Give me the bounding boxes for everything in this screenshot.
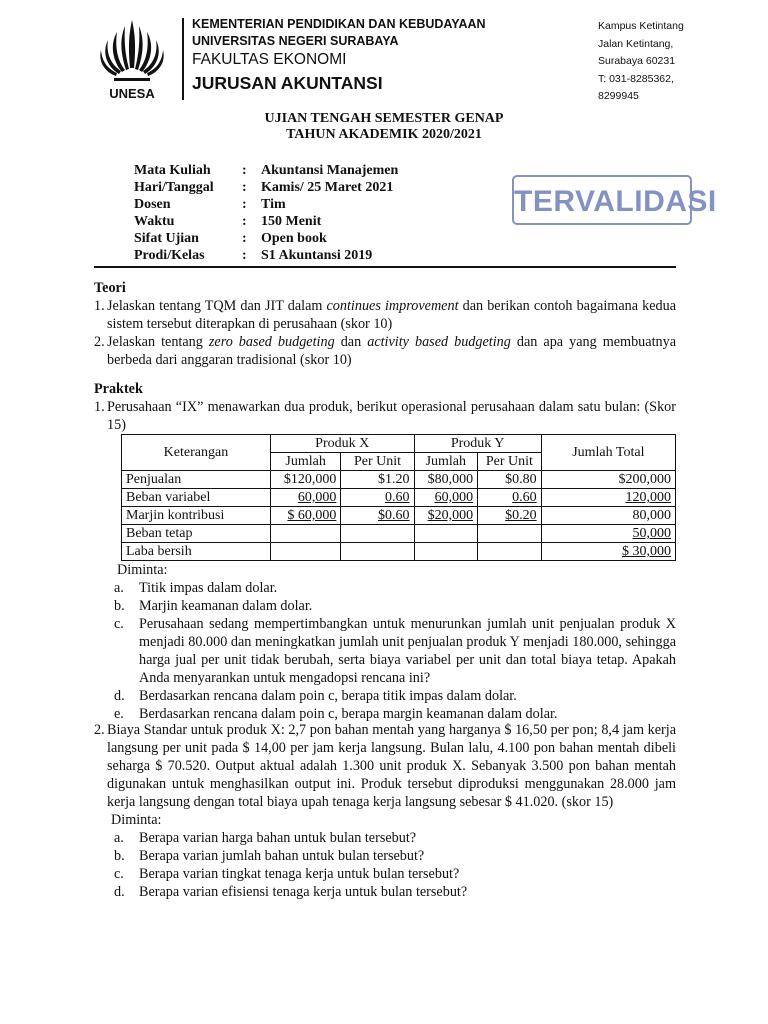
info-label: Dosen bbox=[134, 197, 171, 212]
exam-info bbox=[134, 162, 398, 264]
table-cell bbox=[341, 525, 414, 543]
info-value: Akuntansi Manajemen bbox=[261, 163, 399, 178]
row-label: Beban variabel bbox=[122, 489, 271, 507]
info-row: Sifat Ujian : Open book bbox=[134, 231, 327, 246]
question-number: 2. bbox=[94, 722, 105, 738]
table-cell bbox=[341, 543, 414, 561]
info-label: Prodi/Kelas bbox=[134, 248, 205, 263]
question-item bbox=[94, 333, 676, 369]
unesa-logo bbox=[92, 16, 172, 104]
sub-question bbox=[114, 687, 676, 705]
campus-line: Kampus Ketintang bbox=[598, 20, 684, 32]
table-cell bbox=[478, 543, 542, 561]
info-row: Waktu : 150 Menit bbox=[134, 214, 322, 229]
question-item bbox=[94, 297, 676, 333]
exam-title-line: UJIAN TENGAH SEMESTER GENAP bbox=[264, 111, 504, 126]
table-row bbox=[122, 471, 676, 489]
info-value: Kamis/ 25 Maret 2021 bbox=[261, 180, 394, 195]
sub-marker: a. bbox=[114, 580, 124, 596]
campus-line: Jalan Ketintang, bbox=[598, 37, 674, 50]
table-cell: 80,000 bbox=[541, 507, 675, 525]
info-label: Sifat Ujian bbox=[134, 231, 199, 246]
ministry-name: KEMENTERIAN PENDIDIKAN DAN KEBUDAYAAN bbox=[192, 17, 486, 31]
table-cell: 0.60 bbox=[341, 489, 414, 507]
header-cell: Per Unit bbox=[478, 453, 542, 471]
sub-marker: b. bbox=[114, 848, 125, 864]
sub-text: Marjin keamanan dalam dolar. bbox=[139, 598, 313, 614]
sub-marker: e. bbox=[114, 706, 124, 722]
sub-question bbox=[114, 847, 676, 865]
logo-text: UNESA bbox=[109, 86, 155, 101]
info-row: Mata Kuliah : Akuntansi Manajemen bbox=[134, 163, 399, 178]
table-cell: 120,000 bbox=[541, 489, 675, 507]
sub-marker: d. bbox=[114, 688, 125, 704]
info-value: Open book bbox=[261, 231, 327, 246]
info-value: 150 Menit bbox=[261, 214, 322, 229]
row-label: Laba bersih bbox=[122, 543, 271, 561]
question-text: Perusahaan “IX” menawarkan dua produk, berikut operasional perusahaan dalam satu bulan: (Skor 15) bbox=[107, 399, 676, 433]
sub-question bbox=[114, 865, 676, 883]
sub-text: Berapa varian tingkat tenaga kerja untuk bulan tersebut? bbox=[139, 866, 460, 882]
question-number: 1. bbox=[94, 298, 105, 314]
validation-stamp: TERVALIDASI bbox=[512, 175, 692, 225]
table-cell: 0.60 bbox=[478, 489, 542, 507]
table-cell: $ 60,000 bbox=[270, 507, 341, 525]
sub-question bbox=[114, 597, 676, 615]
table-cell: $0.80 bbox=[478, 471, 542, 489]
faculty-name: FAKULTAS EKONOMI bbox=[192, 51, 347, 68]
info-value: S1 Akuntansi 2019 bbox=[261, 248, 373, 263]
table-cell bbox=[270, 525, 341, 543]
section-heading: Teori bbox=[94, 280, 126, 296]
campus-line: 8299945 bbox=[598, 90, 639, 102]
header-cell: Per Unit bbox=[341, 453, 414, 471]
unesa-emblem-icon bbox=[92, 16, 172, 104]
diminta-label: Diminta: bbox=[111, 812, 162, 828]
table-cell bbox=[414, 525, 478, 543]
info-row: Dosen : Tim bbox=[134, 197, 286, 212]
header-cell: Keterangan bbox=[122, 435, 271, 471]
table-row bbox=[122, 489, 676, 507]
header-cell: Produk Y bbox=[414, 435, 541, 453]
table-cell: $0.60 bbox=[341, 507, 414, 525]
exam-title bbox=[0, 111, 768, 143]
table-row bbox=[122, 507, 676, 525]
info-row: Hari/Tanggal : Kamis/ 25 Maret 2021 bbox=[134, 180, 394, 195]
academic-year-line: TAHUN AKADEMIK 2020/2021 bbox=[286, 127, 482, 142]
sub-text: Berdasarkan rencana dalam poin c, berapa titik impas dalam dolar. bbox=[139, 688, 517, 704]
question-item bbox=[94, 721, 676, 811]
row-label: Penjualan bbox=[122, 471, 271, 489]
info-label: Mata Kuliah bbox=[134, 163, 211, 178]
praktek-section bbox=[94, 380, 676, 723]
campus-line: Surabaya 60231 bbox=[598, 55, 676, 67]
table-cell bbox=[270, 543, 341, 561]
header-cell: Jumlah Total bbox=[541, 435, 675, 471]
header-divider bbox=[182, 18, 184, 100]
table-row bbox=[122, 525, 676, 543]
question-item bbox=[94, 398, 676, 434]
campus-address bbox=[598, 18, 684, 106]
table-cell: $ 30,000 bbox=[541, 543, 675, 561]
table-row bbox=[122, 543, 676, 561]
row-label: Marjin kontribusi bbox=[122, 507, 271, 525]
sub-text: Titik impas dalam dolar. bbox=[139, 580, 278, 596]
info-row: Prodi/Kelas : S1 Akuntansi 2019 bbox=[134, 248, 373, 263]
section-heading: Praktek bbox=[94, 381, 143, 397]
sub-question bbox=[114, 615, 676, 687]
question-2 bbox=[94, 721, 676, 901]
table-cell: $80,000 bbox=[414, 471, 478, 489]
sub-marker: b. bbox=[114, 598, 125, 614]
header-cell: Produk X bbox=[270, 435, 414, 453]
header-cell: Jumlah bbox=[270, 453, 341, 471]
table-cell: 60,000 bbox=[270, 489, 341, 507]
table-cell: $120,000 bbox=[270, 471, 341, 489]
diminta-label: Diminta: bbox=[117, 562, 168, 578]
sub-text: Berdasarkan rencana dalam poin c, berapa margin keamanan dalam dolar. bbox=[139, 706, 558, 722]
info-label: Hari/Tanggal bbox=[134, 180, 214, 195]
sub-text: Perusahaan sedang mempertimbangkan untuk menurunkan jumlah unit penjualan produk X menjadi 80.000 dan meningkatkan jumlah unit penjualan produk Y menjadi 180.000, sehingga harga jual per unit tidak berubah, serta biaya variabel per unit dan total biaya tetap. Apakah Anda menyarankan untuk mengadopsi rencana ini? bbox=[139, 616, 676, 686]
financial-table bbox=[121, 434, 676, 561]
table-cell: 50,000 bbox=[541, 525, 675, 543]
info-value: Tim bbox=[261, 197, 286, 212]
sub-marker: c. bbox=[114, 866, 124, 882]
table-cell: $0.20 bbox=[478, 507, 542, 525]
header-rule bbox=[94, 266, 676, 268]
header-cell: Jumlah bbox=[414, 453, 478, 471]
sub-marker: d. bbox=[114, 884, 125, 900]
question-number: 2. bbox=[94, 334, 105, 350]
table-cell: $20,000 bbox=[414, 507, 478, 525]
table-cell bbox=[478, 525, 542, 543]
sub-question bbox=[114, 883, 676, 901]
table-cell: $200,000 bbox=[541, 471, 675, 489]
department-name: JURUSAN AKUNTANSI bbox=[192, 73, 383, 93]
sub-text: Berapa varian efisiensi tenaga kerja untuk bulan tersebut? bbox=[139, 884, 468, 900]
info-label: Waktu bbox=[134, 214, 175, 229]
university-name: UNIVERSITAS NEGERI SURABAYA bbox=[192, 34, 399, 48]
sub-text: Berapa varian jumlah bahan untuk bulan tersebut? bbox=[139, 848, 425, 864]
sub-marker: c. bbox=[114, 616, 124, 632]
institution-block bbox=[192, 16, 486, 96]
table-cell bbox=[414, 543, 478, 561]
teori-section bbox=[94, 279, 676, 369]
sub-text: Berapa varian harga bahan untuk bulan tersebut? bbox=[139, 830, 417, 846]
sub-question bbox=[114, 579, 676, 597]
question-text: Jelaskan tentang zero based budgeting dan activity based budgeting dan apa yang membuatnya berbeda dari anggaran tradisional (skor 10) bbox=[107, 334, 676, 368]
question-number: 1. bbox=[94, 399, 105, 415]
table-header-row bbox=[122, 435, 676, 453]
table-cell: 60,000 bbox=[414, 489, 478, 507]
row-label: Beban tetap bbox=[122, 525, 271, 543]
sub-marker: a. bbox=[114, 830, 124, 846]
campus-line: T: 031-8285362, bbox=[598, 72, 674, 85]
question-text: Biaya Standar untuk produk X: 2,7 pon bahan mentah yang harganya $ 16,50 per pon; 8,4 jam kerja langsung per unit pada $ 14,00 per jam kerja langsung. Bulan lalu, 4.100 pon bahan mentah dibeli seharga $ 70.520. Output aktual adalah 1.300 unit produk X. Sebanyak 3.500 pon bahan mentah digunakan untuk menghasilkan output ini. Produk tersebut diproduksi menggunakan 28.000 jam kerja langsung dengan total biaya upah tenaga kerja langsung sebesar $ 41.020. (skor 15) bbox=[107, 722, 676, 810]
question-text: Jelaskan tentang TQM dan JIT dalam continues improvement dan berikan contoh bagaimana kedua sistem tersebut diterapkan di perusahaan (skor 10) bbox=[107, 298, 676, 332]
table-cell: $1.20 bbox=[341, 471, 414, 489]
sub-question bbox=[114, 829, 676, 847]
